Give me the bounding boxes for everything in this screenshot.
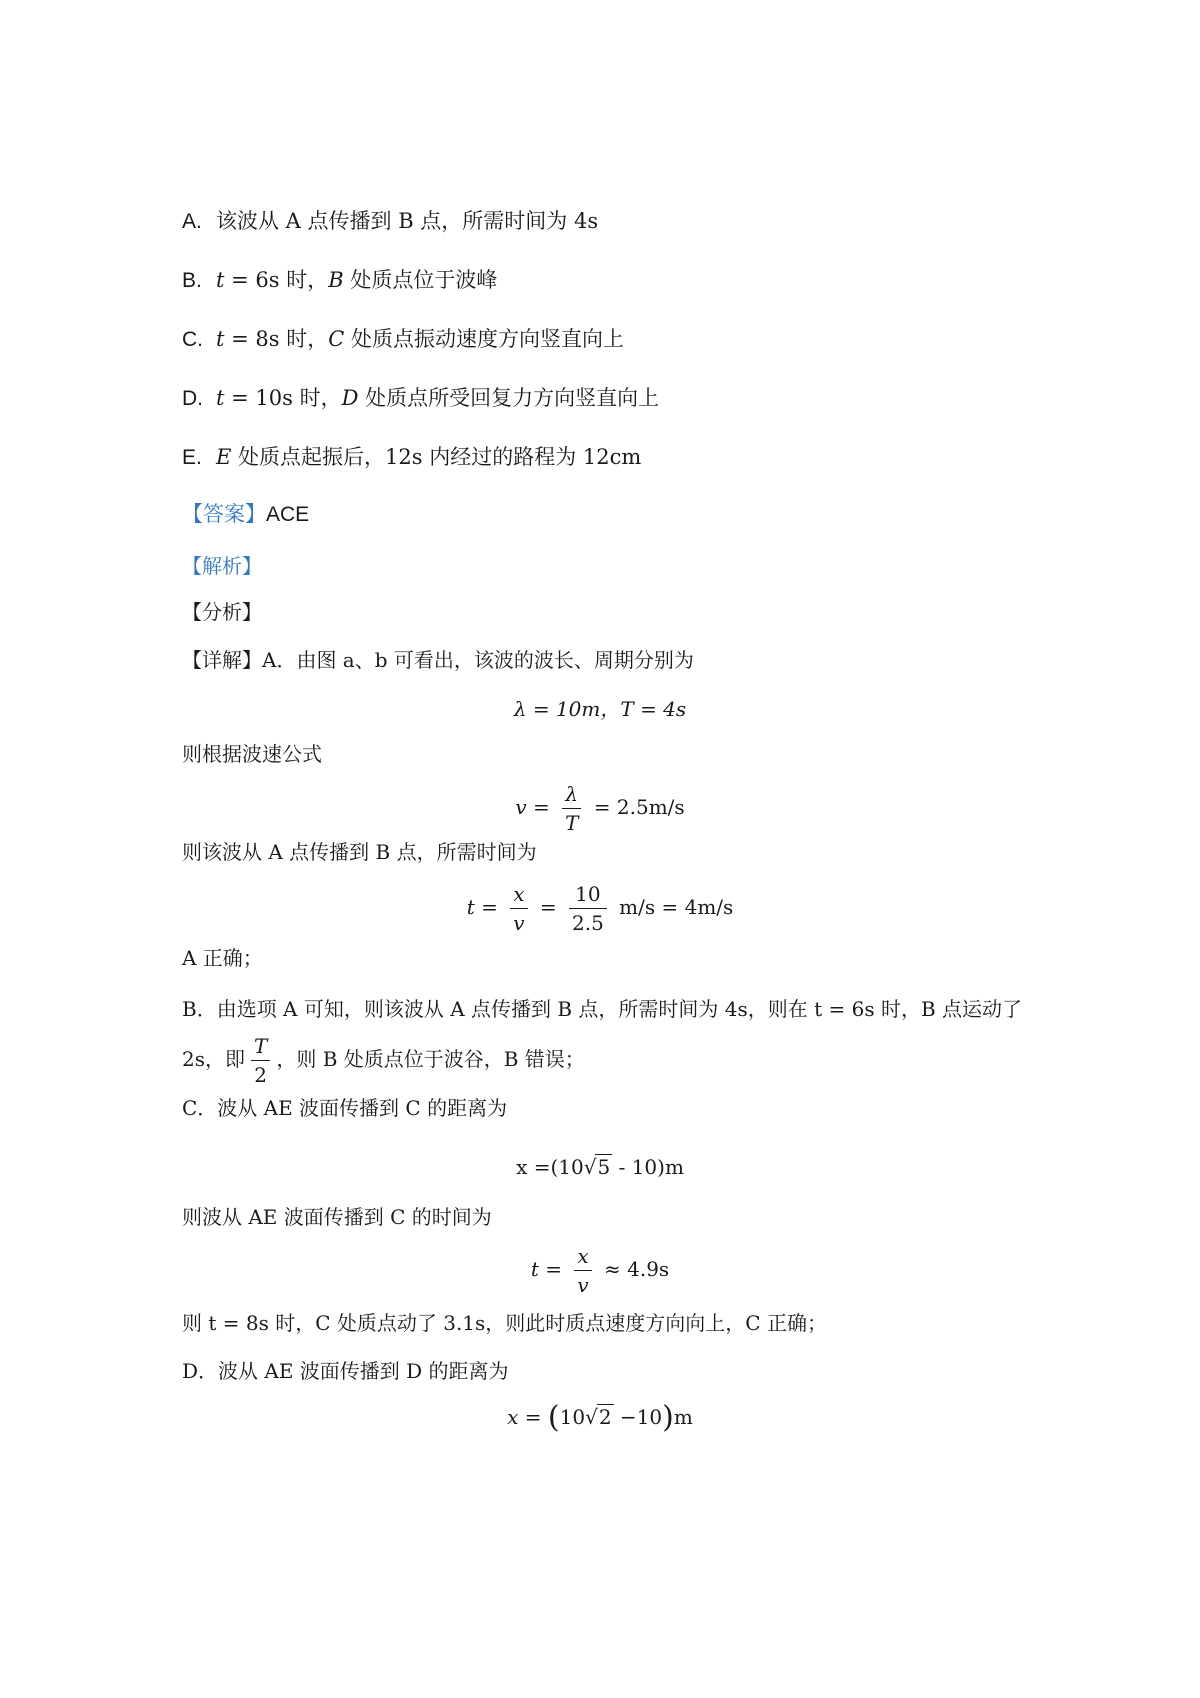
eq-lhs: v =	[515, 795, 550, 819]
answer-line	[182, 500, 309, 529]
var-point: D	[341, 386, 359, 410]
var-point: B	[328, 268, 344, 292]
var-t: t	[216, 386, 225, 410]
analysis-label: 【解析】	[182, 554, 262, 578]
answer-value: ACE	[266, 503, 310, 526]
fraction-numerator: x	[510, 880, 527, 909]
eq-rhs: m/s = 4m/s	[619, 895, 734, 919]
option-b	[182, 266, 497, 295]
var-point: C	[328, 327, 345, 351]
b-line-1: B．由选项 A 可知，则该波从 A 点传播到 B 点，所需时间为 4s，则在 t = 6s 时，B 点运动了	[182, 997, 1023, 1021]
fraction	[574, 1242, 591, 1299]
wave-speed-intro: 则根据波速公式	[182, 742, 322, 766]
fraction	[251, 1032, 270, 1089]
var-t: t	[216, 327, 225, 351]
option-letter: B.	[182, 269, 202, 292]
eq-lhs: x =	[507, 1405, 542, 1429]
option-text: 该波从 A 点传播到 B 点，所需时间为 4s	[216, 209, 599, 233]
eq-lhs: t =	[466, 895, 498, 919]
option-mid: = 8s 时，	[224, 327, 329, 351]
detail-label: 【详解】	[182, 648, 262, 672]
option-d	[182, 384, 659, 413]
option-letter: A.	[182, 210, 202, 233]
d-line-1: D．波从 AE 波面传播到 D 的距离为	[182, 1359, 509, 1383]
b-line-2-post: ，则 B 处质点位于波谷，B 错误；	[276, 1047, 585, 1071]
fraction-denominator: T	[565, 811, 579, 835]
fenxi-label: 【分析】	[182, 600, 262, 624]
equation-wavelength-period: λ = 10m，T = 4s	[513, 697, 687, 721]
right-paren: )	[662, 1400, 674, 1435]
option-e	[182, 443, 641, 472]
option-text: 处质点起振后，12s 内经过的路程为 12cm	[231, 445, 642, 469]
sqrt-sign: √	[585, 1405, 598, 1429]
eq-rhs: ≈ 4.9s	[604, 1257, 670, 1281]
left-paren: (	[547, 1400, 560, 1435]
equation-time-c	[0, 1242, 1200, 1299]
c-line-3: 则 t = 8s 时，C 处质点动了 3.1s，则此时质点速度方向向上，C 正确；	[182, 1311, 827, 1335]
eq-rhs: = 2.5m/s	[593, 795, 685, 819]
eq-rhs: - 10)m	[612, 1155, 684, 1179]
var-t: t	[216, 268, 225, 292]
c-line-1: C．波从 AE 波面传播到 C 的距离为	[182, 1096, 508, 1120]
a-correct: A 正确；	[182, 946, 263, 970]
fraction-denominator: v	[577, 1273, 589, 1297]
equation-distance-d	[0, 1400, 1200, 1435]
fraction-numerator: T	[251, 1032, 270, 1061]
option-text: 处质点所受回复力方向竖直向上	[358, 386, 660, 410]
fraction	[562, 780, 581, 837]
c-line-2: 则波从 AE 波面传播到 C 的时间为	[182, 1205, 492, 1229]
equation-distance-c	[0, 1154, 1200, 1179]
option-mid: = 6s 时，	[224, 268, 329, 292]
eq-lhs: x =(10	[516, 1155, 584, 1179]
eq-inner-pre: 10	[559, 1405, 586, 1429]
fraction-denominator: 2	[254, 1063, 268, 1087]
b-line-2-pre: 2s，即	[182, 1047, 245, 1071]
fraction-numerator: x	[574, 1242, 591, 1271]
time-intro: 则该波从 A 点传播到 B 点，所需时间为	[182, 840, 537, 864]
b-line-2	[182, 1032, 585, 1089]
option-a	[182, 207, 598, 236]
detail-intro	[182, 646, 694, 674]
eq-equals: =	[539, 895, 557, 919]
detail-intro-text: A．由图 a、b 可看出，该波的波长、周期分别为	[262, 648, 694, 672]
fraction-denominator: 2.5	[572, 911, 604, 935]
fraction-numerator: 10	[569, 880, 607, 909]
eq-unit: m	[673, 1405, 693, 1429]
option-text: 处质点振动速度方向竖直向上	[344, 327, 624, 351]
answer-label: 【答案】	[182, 502, 266, 526]
sqrt-radicand: 2	[598, 1405, 612, 1429]
var-point: E	[216, 445, 232, 469]
equation-time	[0, 880, 1200, 937]
fraction-denominator: v	[513, 911, 525, 935]
eq-lhs: t =	[530, 1257, 562, 1281]
fraction	[510, 880, 527, 937]
fraction	[569, 880, 607, 937]
fraction-numerator: λ	[562, 780, 581, 809]
option-c	[182, 325, 624, 354]
sqrt-radicand: 5	[597, 1155, 611, 1179]
option-letter: E.	[182, 446, 202, 469]
eq-inner-post: −10	[613, 1405, 663, 1429]
equation-wave-speed	[0, 780, 1200, 837]
option-letter: C.	[182, 328, 203, 351]
option-mid: = 10s 时，	[224, 386, 342, 410]
sqrt-sign: √	[583, 1155, 597, 1179]
option-text: 处质点位于波峰	[343, 268, 498, 292]
option-letter: D.	[182, 387, 203, 410]
